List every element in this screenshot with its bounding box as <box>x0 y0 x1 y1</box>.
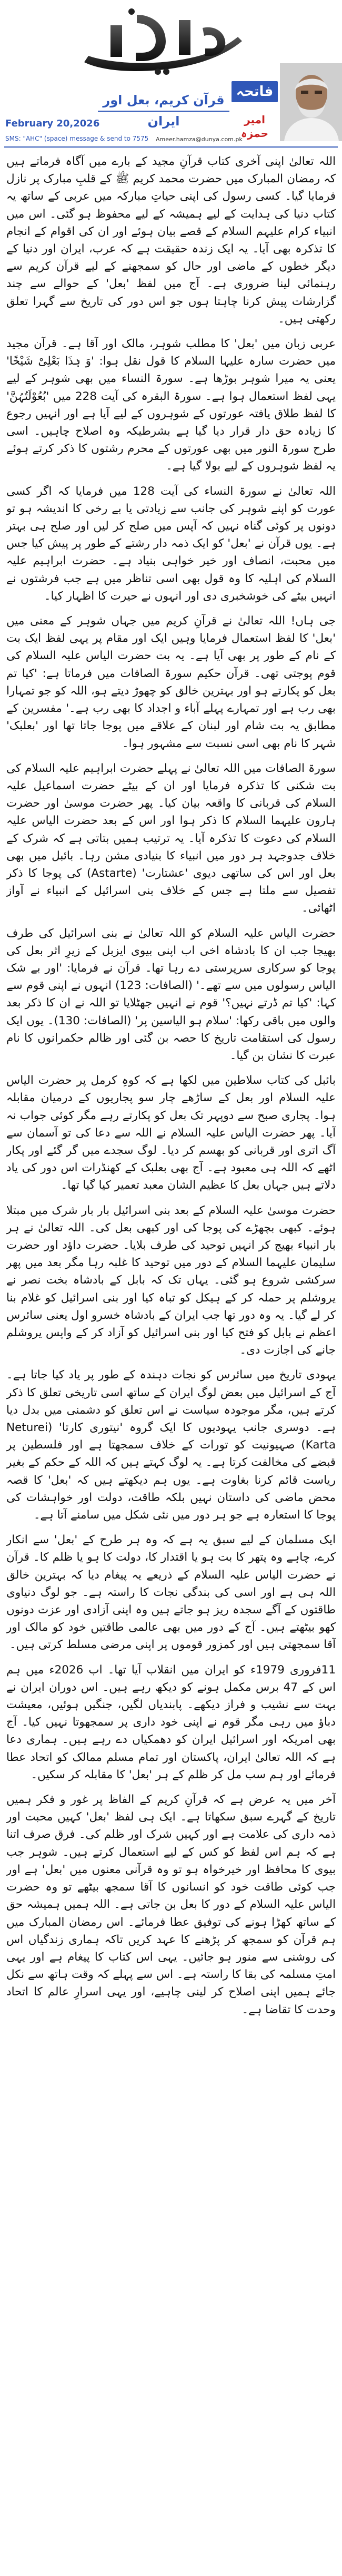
article-paragraph: ایک مسلمان کے لیے سبق یہ ہے کہ وہ ہر طرح کے 'بعل' سے انکار کرے، چاہے وہ پتھر کا بت ہو یا اقتدار کا، دولت کا ہو یا ظلم کا۔ قرآن نے حضرت الیاس علیہ السلام کے ذریعے یہ پیغام دیا کہ بہترین خالق اللہ ہی ہے اور اسی کی بندگی نجات کا راستہ ہے۔ جو لوگ دنیاوی طاقتوں کے آگے سجدہ ریز ہو جاتے ہیں وہ اپنی آزادی اور عزت دونوں کھو بیٹھتے ہیں۔ آج کے دور میں بھی عالمی طاقتیں خود کو مالک اور آقا سمجھتی ہیں اور کمزور قوموں پر اپنی مرضی مسلط کرتی ہیں۔ <box>6 1533 336 1652</box>
article-paragraph: عربی زبان میں 'بعل' کا مطلب شوہر، مالک اور آقا ہے۔ قرآن مجید میں حضرت سارہ علیہا السلام کا قول نقل ہوا: 'وَ ہٰذَا بَعْلِیْ شَیْخًا' یعنی یہ میرا شوہر بوڑھا ہے۔ سورۃ النساء میں بھی شوہر کے لیے یہی لفظ استعمال ہوا ہے۔ سورۃ البقرہ کی آیت 228 میں 'بُعُوْلَتُہُنَّ' کا لفظ طلاق یافتہ عورتوں کے شوہروں کے لیے آیا ہے اور انہیں رجوع کا زیادہ حق دار قرار دیا گیا ہے بشرطیکہ وہ اصلاح چاہیں۔ اسی طرح سورۃ النور میں بھی عورتوں کے محرم رشتوں کا ذکر کرتے ہوئے یہ لفظ شوہروں کے لیے بولا گیا ہے۔ <box>6 337 336 473</box>
publish-date: February 20,2026 <box>5 118 100 129</box>
article-paragraph: آخر میں یہ عرض ہے کہ قرآنِ کریم کے الفاظ پر غور و فکر ہمیں تاریخ کے گہرے سبق سکھاتا ہے۔ ایک ہی لفظ 'بعل' کہیں محبت اور ذمہ داری کی علامت ہے اور کہیں شرک اور ظلم کی۔ فرق صرف اتنا ہے کہ ہم اس لفظ کو کس کے لیے استعمال کرتے ہیں۔ شوہر جب بیوی کا محافظ اور خیرخواہ ہو تو وہ قرآنی معنوں میں 'بعل' ہے اور جب کوئی طاقت خود کو انسانوں کا آقا سمجھ بیٹھے تو وہ حضرت الیاس علیہ السلام کے دور کا بعل بن جاتی ہے۔ اللہ ہمیں ہمیشہ حق کے ساتھ کھڑا ہونے کی توفیق عطا فرمائے۔ اس رمضان المبارک میں ہم قرآن کو سمجھ کر پڑھنے کا عہد کریں تاکہ ہماری زندگیاں اس کی روشنی سے منور ہو جائیں۔ یہی اس کتاب کا پیغام ہے اور یہی امتِ مسلمہ کی بقا کا راستہ ہے۔ اس سے پہلے کہ وقت ہاتھ سے نکل جائے ہمیں اپنی اصلاح کر لینی چاہیے، اور یہی اسرارِ عالم کا اتحاد وحدت کا تقاضا ہے۔ <box>6 1793 336 2016</box>
column-header <box>0 0 342 158</box>
author-name: امیر حمزہ <box>241 113 268 140</box>
author-portrait-icon <box>280 63 342 141</box>
author-photo <box>280 63 342 141</box>
sms-instructions: SMS: "AHC" (space) message & send to 7575 <box>5 135 149 142</box>
dunya-logo-icon <box>74 4 253 83</box>
article-paragraph: جی ہاں! اللہ تعالیٰ نے قرآنِ کریم میں جہاں شوہر کے معنی میں 'بعل' کا لفظ استعمال فرمایا وہیں ایک اور مقام پر یہی لفظ ایک بت کے نام کے طور پر بھی آیا ہے۔ یہ بت حضرت الیاس علیہ السلام کی قوم پوجتی تھی۔ قرآن حکیم سورۃ الصافات میں فرماتا ہے: 'کیا تم بعل کو پکارتے ہو اور بہترین خالق کو چھوڑ دیتے ہو، اللہ کو جو تمہارا بھی رب ہے اور تمہارے پہلے آباء و اجداد کا بھی رب ہے۔' مفسرین کے مطابق یہ بت شام اور لبنان کے علاقے میں پوجا جاتا تھا اور 'بعلبک' شہر کا نام بھی اسی نسبت سے مشہور ہوا۔ <box>6 614 336 750</box>
article-paragraph: حضرت الیاس علیہ السلام کو اللہ تعالیٰ نے بنی اسرائیل کی طرف بھیجا جب ان کا بادشاہ اخی اب اپنی بیوی ایزبل کے زیرِ اثر بعل کی پوجا کو سرکاری سرپرستی دے رہا تھا۔ قرآن نے فرمایا: 'اور بے شک الیاس رسولوں میں سے تھے۔' (الصافات: 123) انہوں نے اپنی قوم سے کہا: 'کیا تم ڈرتے نہیں؟' قوم نے انہیں جھٹلایا تو اللہ نے ان کا ذکر بعد والوں میں باقی رکھا: 'سلام ہو الیاسین پر' (الصافات: 130)۔ یوں ایک رسول کی استقامت تاریخ کا حصہ بن گئی اور ظالم حکمرانوں کا نام عبرت کا نشان بن گیا۔ <box>6 926 336 1062</box>
article-paragraph: یہودی تاریخ میں سائرس کو نجات دہندہ کے طور پر یاد کیا جاتا ہے۔ آج کے اسرائیل میں بعض لوگ ایران کے ساتھ اسی تاریخی تعلق کا ذکر کرتے ہیں، مگر موجودہ سیاست نے اس تعلق کو دشمنی میں بدل دیا ہے۔ دوسری جانب یہودیوں کا ایک گروہ 'نیتوری کارتا' (Neturei Karta) صہیونیت کو تورات کے خلاف سمجھتا ہے اور فلسطین پر قبضے کی مخالفت کرتا ہے۔ یہ لوگ کہتے ہیں کہ اللہ کے حکم کے بغیر ریاست قائم کرنا بغاوت ہے۔ یوں ہم دیکھتے ہیں کہ 'بعل' کا قصہ محض ماضی کی داستان نہیں بلکہ طاقت، دولت اور خواہشات کی پوجا کا استعارہ ہے جو ہر دور میں نئی شکل میں سامنے آتا ہے۔ <box>6 1368 336 1522</box>
article-body <box>6 153 336 2571</box>
article-paragraph: بائبل کی کتاب سلاطین میں لکھا ہے کہ کوہِ کرمل پر حضرت الیاس علیہ السلام اور بعل کے ساڑھے چار سو پجاریوں کے درمیان مقابلہ ہوا۔ پجاری صبح سے دوپہر تک بعل کو پکارتے رہے مگر کوئی جواب نہ آیا۔ پھر حضرت الیاس علیہ السلام نے اللہ سے دعا کی تو آسمان سے آگ اتری اور قربانی کو بھسم کر دیا۔ لوگ سجدے میں گر گئے اور پکار اٹھے کہ اللہ ہی معبود ہے۔ آج بھی بعلبک کے کھنڈرات اس دور کی یاد دلاتے ہیں جہاں بعل کا عظیم الشان معبد تعمیر کیا گیا تھا۔ <box>6 1074 336 1192</box>
article-paragraph: سورۃ الصافات میں اللہ تعالیٰ نے پہلے حضرت ابراہیم علیہ السلام کی بت شکنی کا تذکرہ فرمایا اور ان کے بیٹے حضرت اسماعیل علیہ السلام کی قربانی کا واقعہ بیان کیا۔ پھر حضرت موسیٰ اور حضرت ہارون علیہما السلام کا ذکر ہوا اور اس کے بعد حضرت الیاس علیہ السلام کی دعوت کا تذکرہ آیا۔ یہ ترتیب ہمیں بتاتی ہے کہ شرک کے خلاف جدوجہد ہر دور میں انبیاء کا بنیادی مشن رہا۔ بائبل میں بھی بعل اور اس کی ساتھی دیوی 'عشتارت' (Astarte) کی پوجا کا ذکر تفصیل سے ملتا ہے جس کے خلاف بنی اسرائیل کے انبیاء نے آواز اٹھائی۔ <box>6 761 336 915</box>
dunya-logo <box>74 4 253 83</box>
column-title-bar <box>98 90 229 129</box>
article-paragraph: حضرت موسیٰ علیہ السلام کے بعد بنی اسرائیل بار بار شرک میں مبتلا ہوئے۔ کبھی بچھڑے کی پوجا کی اور کبھی بعل کی۔ اللہ تعالیٰ نے ہر بار انبیاء بھیج کر انہیں توحید کی طرف بلایا۔ حضرت داؤد اور حضرت سلیمان علیہما السلام کے دور میں توحید کا غلبہ رہا مگر بعد میں پھر سرکشی شروع ہو گئی۔ یہاں تک کہ بابل کے بادشاہ بخت نصر نے یروشلم پر حملہ کر کے ہیکل کو تباہ کیا اور بنی اسرائیل کو غلام بنا کر لے گیا۔ یہ وہ دور تھا جب ایران کے بادشاہ خسرو اول یعنی سائرس اعظم نے بابل کو فتح کیا اور بنی اسرائیل کو آزاد کر کے واپس یروشلم جانے کی اجازت دی۔ <box>6 1203 336 1357</box>
author-email[interactable]: Ameer.hamza@dunya.com.pk <box>156 136 243 143</box>
article-paragraph: 11فروری 1979ء کو ایران میں انقلاب آیا تھا۔ اب 2026ء میں ہم اس کے 47 برس مکمل ہونے کو دیکھ رہے ہیں۔ اس دوران ایران نے بہت سے نشیب و فراز دیکھے۔ پابندیاں لگیں، جنگیں ہوئیں، معیشت دباؤ میں رہی مگر قوم نے اپنی خود داری پر سمجھوتا نہیں کیا۔ آج بھی امریکہ اور اسرائیل ایران کو دھمکیاں دے رہے ہیں۔ ہماری دعا ہے کہ اللہ تعالیٰ ایران، پاکستان اور تمام مسلم ممالک کو اتحاد عطا فرمائے اور ہم سب مل کر ظلم کے ہر 'بعل' کا مقابلہ کر سکیں۔ <box>6 1663 336 1781</box>
article-paragraph: اللہ تعالیٰ نے سورۃ النساء کی آیت 128 میں فرمایا کہ اگر کسی عورت کو اپنے شوہر کی جانب سے زیادتی یا بے رخی کا اندیشہ ہو تو دونوں پر کوئی گناہ نہیں کہ آپس میں صلح کر لیں اور صلح ہی بہتر ہے۔ یوں قرآن نے 'بعل' کو ایک ذمہ دار رشتے کے طور پر پیش کیا جس میں محبت، انصاف اور خیر خواہی بنیاد ہے۔ حضرت ابراہیم علیہ السلام کی اہلیہ کا وہ قول بھی اسی تناظر میں ہے جب فرشتوں نے انہیں بیٹے کی خوشخبری دی اور انہوں نے حیرت کا اظہار کیا۔ <box>6 484 336 603</box>
header-divider <box>4 146 338 148</box>
article-paragraph: اللہ تعالیٰ اپنی آخری کتاب قرآنِ مجید کے بارے میں آگاہ فرماتے ہیں کہ رمضان المبارک میں حضرت محمد کریم ﷺ کے قلبِ مبارک پر نازل فرمایا گیا۔ کسی رسول کی اپنی حیاتِ مبارکہ میں عربی کے ساتھ یہ کتاب دنیا کی ہدایت کے لیے ہمیشہ کے لیے محفوظ ہو گئی۔ اس میں انبیاء کرام علیہم السلام کے قصے بیان ہوئے اور ان کی اقوام کے انجام کا تذکرہ بھی آیا۔ یہ ایک زندہ حقیقت ہے کہ عرب، ایران اور دنیا کے دیگر خطوں کے ماضی اور حال کو سمجھنے کے لیے قرآن کریم سے رہنمائی لینا ضروری ہے۔ آج میں لفظ 'بعل' کے حوالے سے چند گزارشات پیش کرنا چاہتا ہوں جو اس دور کی تاریخ سے گہرا تعلق رکھتی ہیں۔ <box>6 155 336 326</box>
author-box <box>232 81 278 140</box>
column-title: قرآن کریم، بعل اور ایران <box>103 93 225 129</box>
column-name-badge: فاتحہ <box>232 81 278 102</box>
